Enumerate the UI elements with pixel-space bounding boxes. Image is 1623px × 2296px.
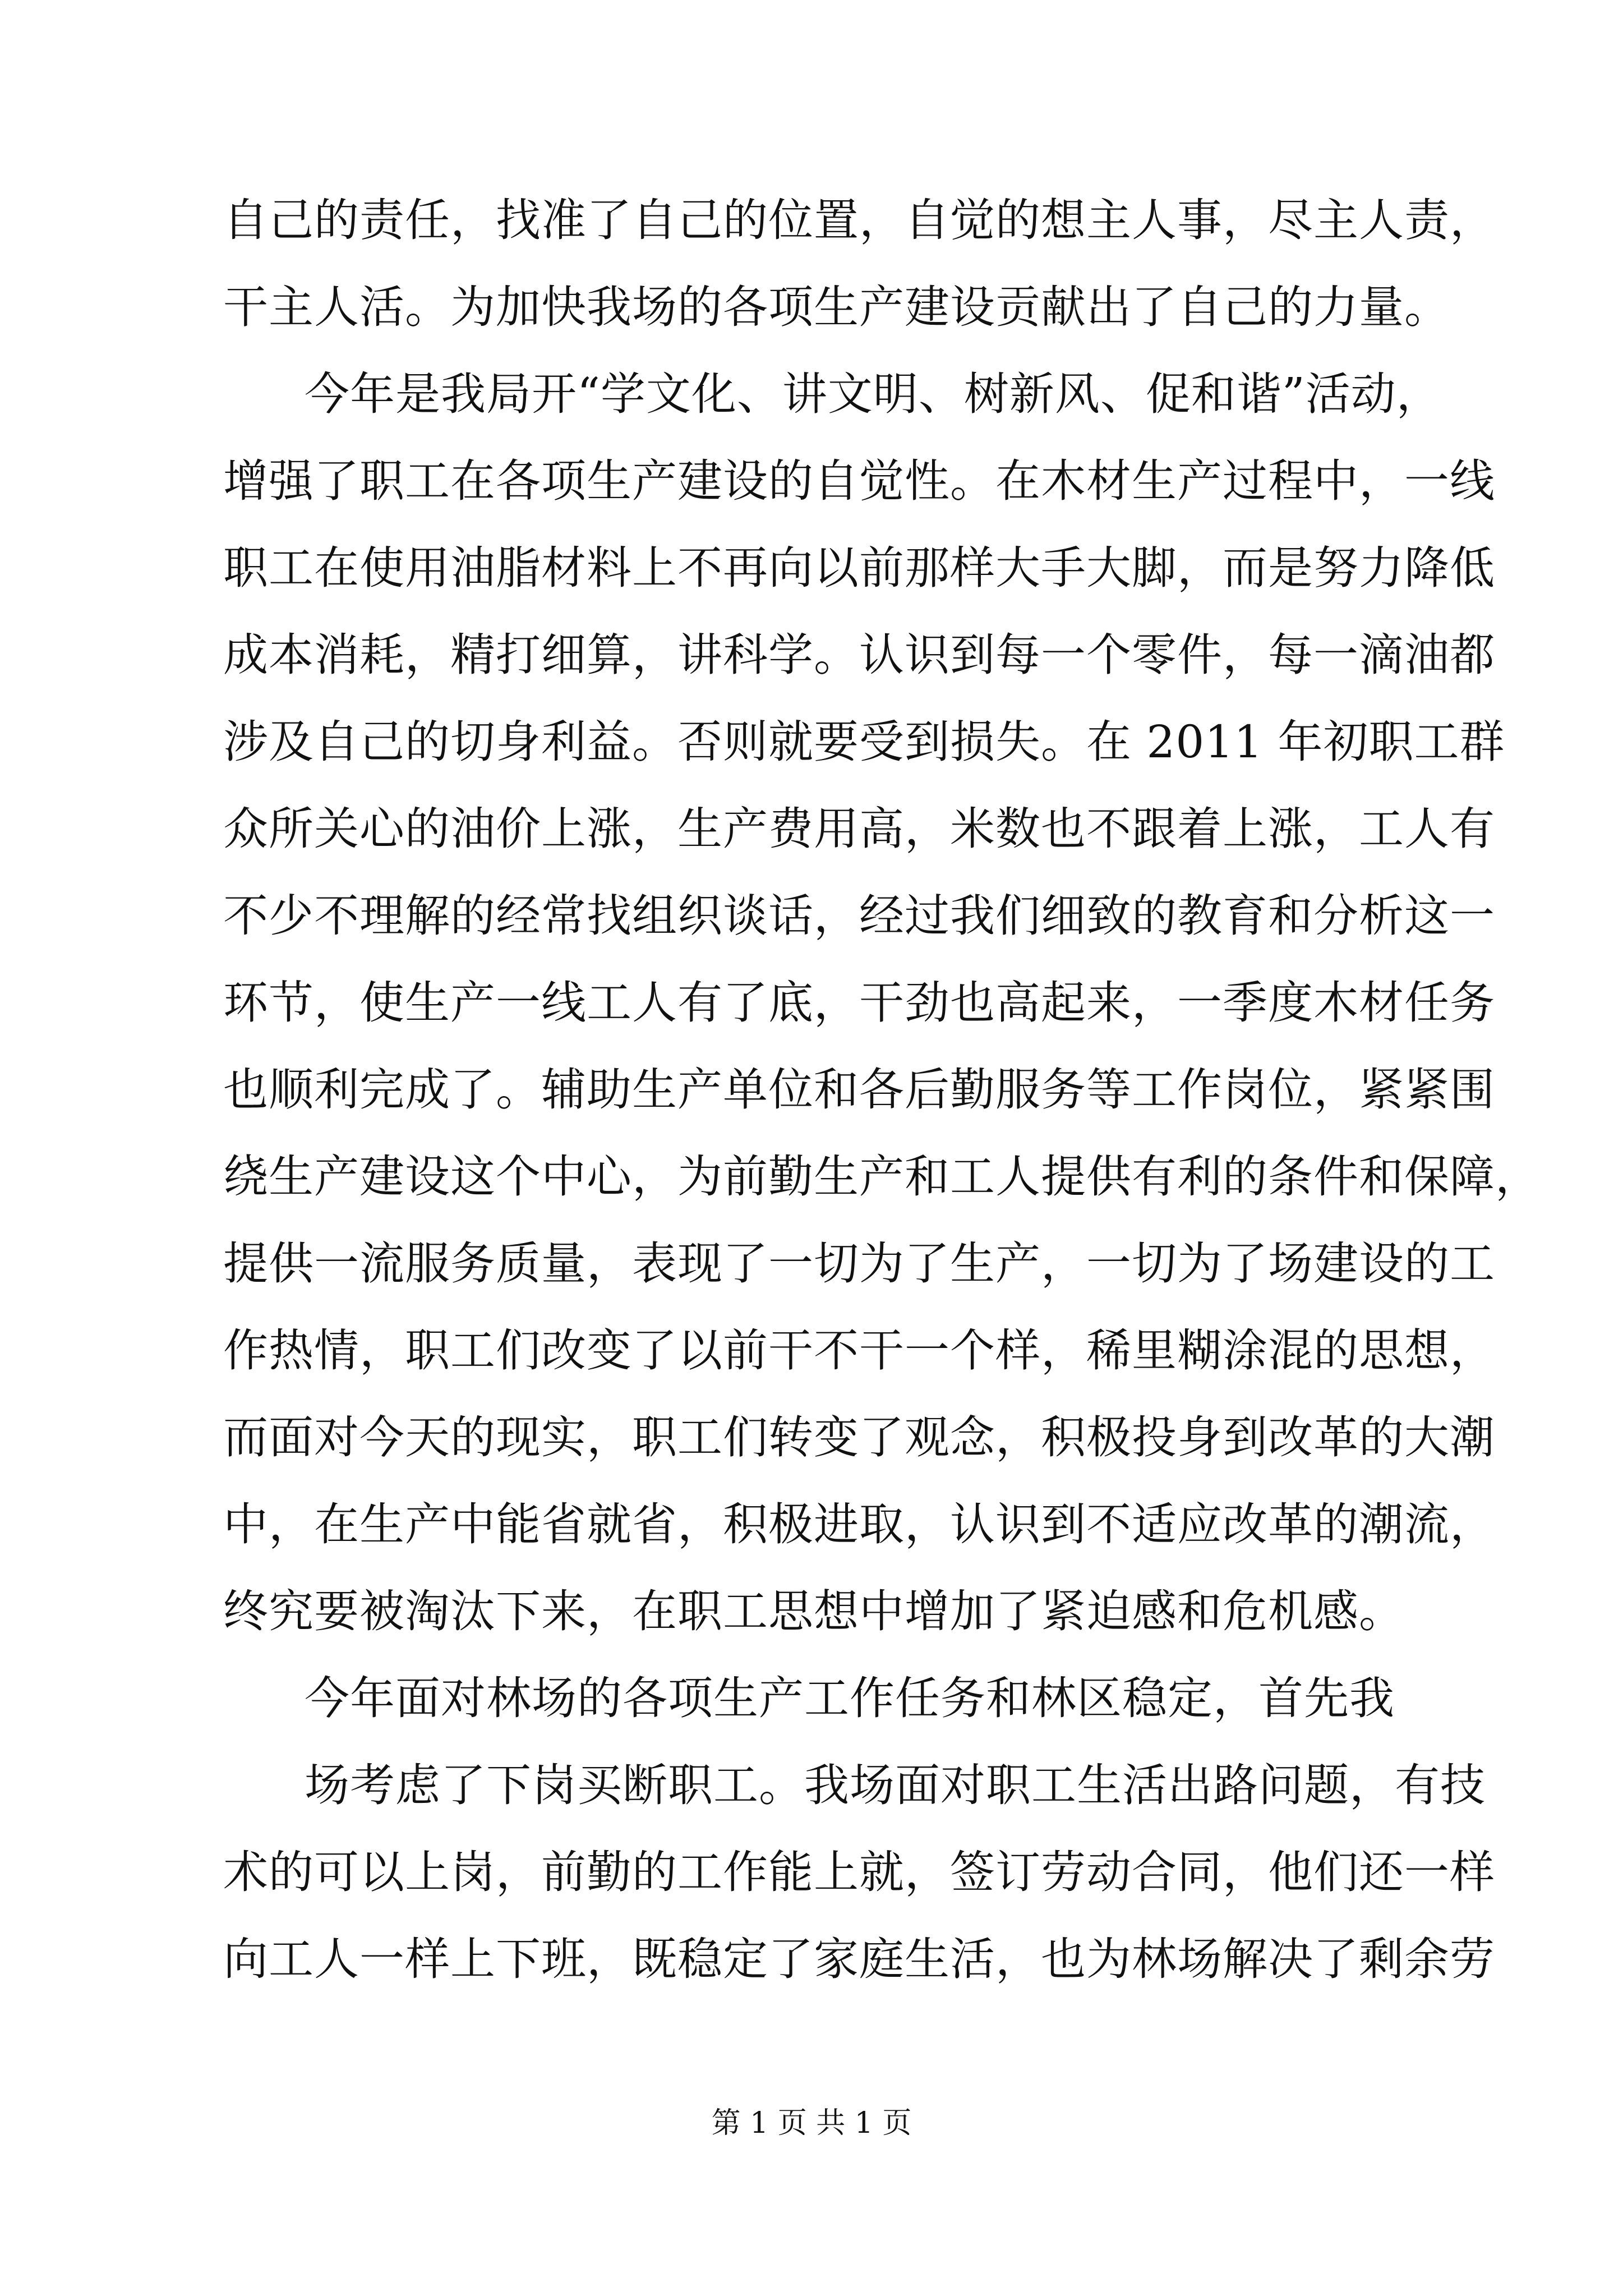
text-line: 作热情，职工们改变了以前干不干一个样，稀里糊涂混的思想， — [223, 1324, 1495, 1377]
text-line: 术的可以上岗，前勤的工作能上就，签订劳动合同，他们还一样 — [223, 1846, 1495, 1898]
text-line: 绕生产建设这个中心，为前勤生产和工人提供有利的条件和保障， — [223, 1151, 1541, 1203]
text-line: 不少不理解的经常找组织谈话，经过我们细致的教育和分析这一 — [223, 890, 1495, 942]
text-line: 增强了职工在各项生产建设的自觉性。在木材生产过程中，一线 — [223, 455, 1495, 507]
text-line: 向工人一样上下班，既稳定了家庭生活，也为林场解决了剩余劳 — [223, 1933, 1495, 1985]
text-line: 成本消耗，精打细算，讲科学。认识到每一个零件，每一滴油都 — [223, 629, 1495, 681]
text-line: 环节，使生产一线工人有了底，干劲也高起来，一季度木材任务 — [223, 977, 1495, 1029]
paragraph-start-line: 今年面对林场的各项生产工作任务和林区稳定，首先我 — [305, 1672, 1395, 1724]
text-line: 中，在生产中能省就省，积极进取，认识到不适应改革的潮流， — [223, 1498, 1495, 1550]
text-line: 涉及自己的切身利益。否则就要受到损失。在 2011 年初职工群 — [223, 716, 1505, 768]
text-line: 众所关心的油价上涨，生产费用高，米数也不跟着上涨，工人有 — [223, 803, 1495, 855]
text-line: 干主人活。为加快我场的各项生产建设贡献出了自己的力量。 — [223, 281, 1450, 333]
paragraph-start-line: 今年是我局开“学文化、讲文明、树新风、促和谐”活动， — [305, 368, 1442, 420]
text-line: 提供一流服务质量，表现了一切为了生产，一切为了场建设的工 — [223, 1237, 1495, 1290]
text-line: 而面对今天的现实，职工们转变了观念，积极投身到改革的大潮 — [223, 1411, 1495, 1464]
page-number-footer: 第 1 页 共 1 页 — [711, 2106, 912, 2140]
paragraph-start-line: 场考虑了下岗买断职工。我场面对职工生活出路问题，有技 — [305, 1759, 1486, 1811]
text-line: 也顺利完成了。辅助生产单位和各后勤服务等工作岗位，紧紧围 — [223, 1064, 1495, 1116]
text-line: 职工在使用油脂材料上不再向以前那样大手大脚，而是努力降低 — [223, 542, 1495, 594]
text-line: 终究要被淘汰下来，在职工思想中增加了紧迫感和危机感。 — [223, 1585, 1404, 1637]
text-line: 自己的责任，找准了自己的位置，自觉的想主人事，尽主人责， — [223, 194, 1495, 246]
